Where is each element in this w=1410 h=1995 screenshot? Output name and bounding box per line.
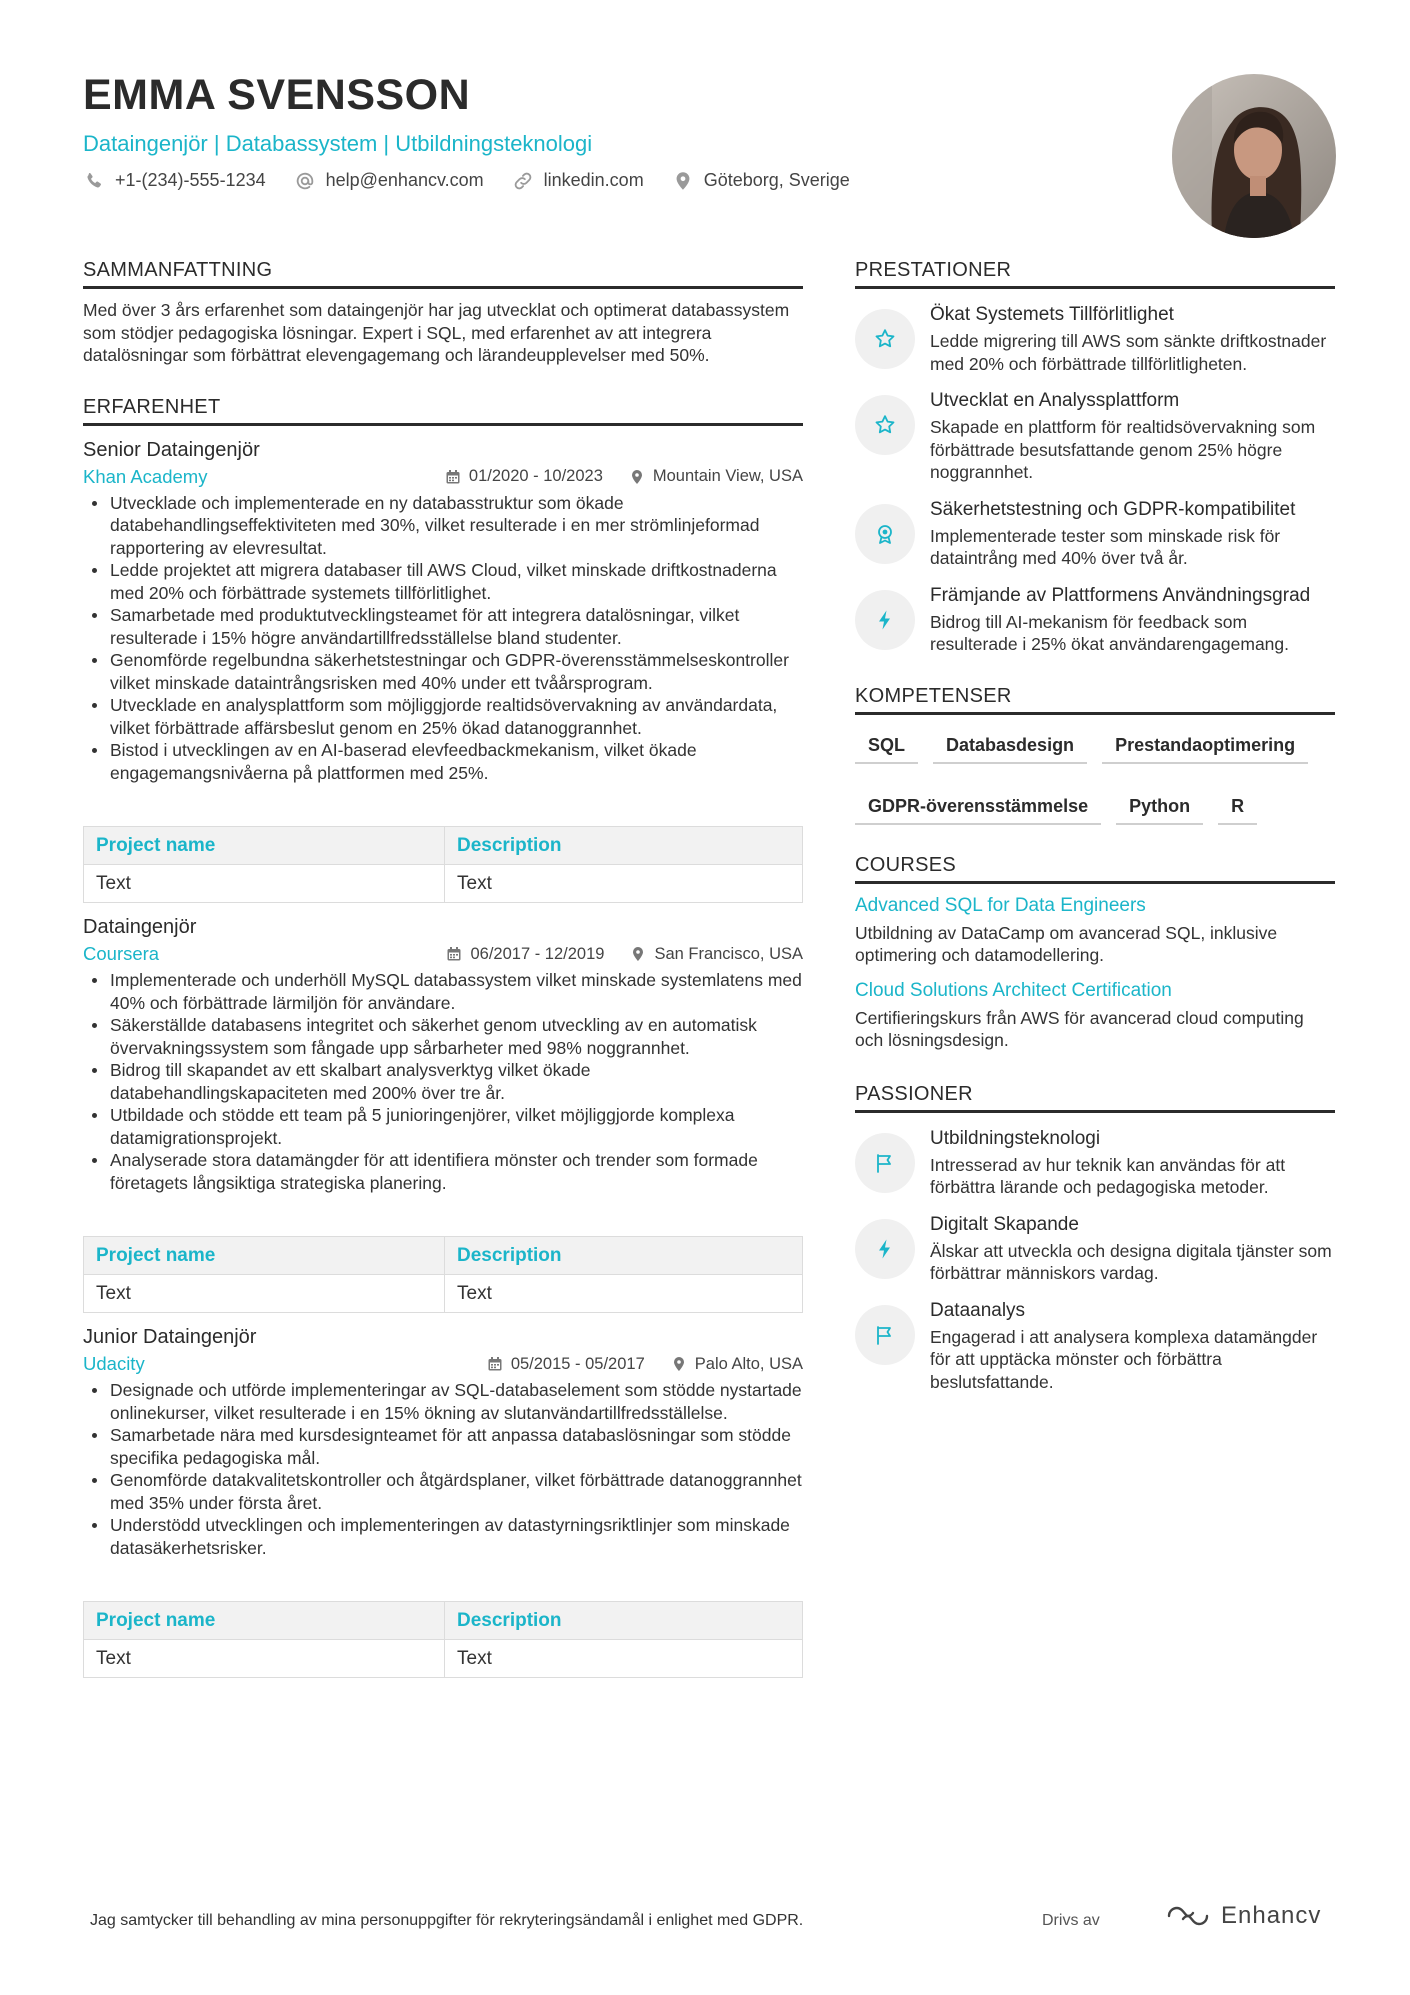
job-meta-right <box>419 467 803 486</box>
job-meta-right <box>461 1355 803 1374</box>
job-location-text: San Francisco, USA <box>654 944 803 963</box>
job-meta <box>83 464 803 490</box>
job-location-text: Mountain View, USA <box>652 467 803 485</box>
project-name-header: Project name <box>84 1602 445 1640</box>
contact-phone[interactable] <box>83 170 266 192</box>
project-name-cell: Text <box>84 1640 445 1678</box>
achievement-title: Utvecklat en Analyssplattform <box>930 390 1180 411</box>
achievement-desc: Skapade en plattform för realtidsövervakning som förbättrade besutsfattande genom 25% högre noggrannhet. <box>930 417 1316 482</box>
skills-list <box>855 725 1335 847</box>
job-bullet: Ledde projektet att migrera databaser till AWS Cloud, vilket minskade driftkostnaderna med 20% och förbättrade systemets tillförlitlighet. <box>83 559 803 604</box>
project-description-cell: Text <box>445 865 803 903</box>
job-bullet: Samarbetade med produktutvecklingsteamet för att integrera datalösningar, vilket resulterade i 15% högre användartillfredsställelse bland studenter. <box>83 604 803 649</box>
right-column <box>855 258 1335 1393</box>
passion-title: Utbildningsteknologi <box>930 1127 1101 1149</box>
job-dates-text: 01/2020 - 10/2023 <box>468 467 603 485</box>
job-bullets <box>83 969 803 1194</box>
job-company: Khan Academy <box>83 465 208 487</box>
passion-title: Dataanalys <box>930 1299 1026 1321</box>
calendar-icon <box>445 469 461 485</box>
course-desc: Utbildning av DataCamp om avancerad SQL, inklusive optimering och datamodellering. <box>855 922 1278 965</box>
location-icon <box>671 1356 687 1372</box>
project-description-cell: Text <box>445 1275 803 1313</box>
skill-tag: Databasdesign <box>933 725 1087 764</box>
contact-location-text: Göteborg, Sverige <box>703 170 850 191</box>
achievement-item <box>855 303 1335 375</box>
job-company: Udacity <box>83 1353 145 1374</box>
job-meta-right <box>420 945 803 964</box>
job-company: Coursera <box>83 943 160 964</box>
passion-icon-badge <box>855 1305 915 1365</box>
phone-icon <box>83 170 105 192</box>
project-description-cell: Text <box>445 1640 803 1678</box>
enhancv-logo-icon <box>1165 1903 1211 1929</box>
job-title: Junior Dataingenjör <box>83 1326 257 1348</box>
project-name-header: Project name <box>84 827 445 865</box>
achievement-desc: Bidrog till AI-mekanism för feedback som resulterade i 25% ökat användarengagemang. <box>930 611 1289 654</box>
contact-location <box>672 170 850 192</box>
star-icon <box>873 413 897 437</box>
calendar-icon <box>487 1356 503 1372</box>
project-description-header: Description <box>445 827 803 865</box>
job-bullet: Utvecklade och implementerade en ny databasstruktur som ökade databehandlingseffektiviteten med 30%, vilket resulterade i en mer strömlinjeformad rapportering av elevresultat. <box>83 492 803 560</box>
passion-item <box>855 1127 1335 1199</box>
job-entry <box>83 436 803 904</box>
job-bullet: Understödd utvecklingen och implementeringen av datastyrningsriktlinjer som minskade datasäkerhetsrisker. <box>83 1514 803 1559</box>
contact-list <box>83 170 1083 192</box>
gdpr-consent: Jag samtycker till behandling av mina personuppgifter för rekryteringsändamål i enlighet med GDPR. <box>90 1912 804 1929</box>
job-dates-text: 05/2015 - 05/2017 <box>510 1354 645 1373</box>
page-footer <box>90 1902 1330 1930</box>
flag-icon <box>873 1151 897 1175</box>
job-bullet: Utvecklade en analysplattform som möjliggjorde realtidsövervakning av användardata, vilket förbättrade affärsbeslut genom en 25% ökad datanoggrannhet. <box>83 694 803 739</box>
achievement-desc: Ledde migrering till AWS som sänkte driftkostnader med 20% och förbättrade tillförlitligheten. <box>930 331 1327 374</box>
resume-header <box>83 72 1083 192</box>
brand-name: Enhancv <box>1221 1902 1322 1929</box>
job-dates <box>445 467 603 486</box>
lightning-icon <box>873 1237 897 1261</box>
job-bullet: Säkerställde databasens integritet och säkerhet genom utveckling av en automatisk övervakningssystem som fångade upp sårbarheter med 98% noggrannhet. <box>83 1014 803 1059</box>
achievement-item <box>855 498 1335 570</box>
project-name-cell: Text <box>84 865 445 903</box>
job-dates <box>487 1355 645 1374</box>
course-desc: Certifieringskurs från AWS för avancerad cloud computing och lösningsdesign. <box>855 1007 1304 1050</box>
job-bullets <box>83 1379 803 1559</box>
passion-icon-badge <box>855 1219 915 1279</box>
achievement-item <box>855 389 1335 484</box>
link-icon <box>512 170 534 192</box>
project-description-header: Description <box>445 1237 803 1275</box>
passion-item <box>855 1299 1335 1394</box>
contact-linkedin-text: linkedin.com <box>543 170 644 191</box>
skill-tag: GDPR-överensstämmelse <box>855 786 1101 825</box>
course-title: Cloud Solutions Architect Certification <box>855 979 1172 1001</box>
at-icon <box>294 170 316 192</box>
achievement-icon-badge <box>855 309 915 369</box>
experience-heading: ERFARENHET <box>83 395 803 426</box>
job-location <box>671 1355 803 1374</box>
powered-by-label: Drivs av <box>1042 1912 1100 1929</box>
skill-tag: Python <box>1116 786 1203 825</box>
job-dates-text: 06/2017 - 12/2019 <box>470 944 605 963</box>
contact-phone-text: +1-(234)-555-1234 <box>115 170 266 191</box>
passion-desc: Intresserad av hur teknik kan användas för att förbättra lärande och pedagogiska metoder. <box>930 1154 1286 1197</box>
job-bullet: Bidrog till skapandet av ett skalbart analysverktyg vilket ökade databehandlingskapaciteten med 200% över tre år. <box>83 1059 803 1104</box>
summary-heading: SAMMANFATTNING <box>83 258 803 289</box>
avatar <box>1172 74 1336 238</box>
contact-email[interactable] <box>294 170 484 192</box>
contact-email-text: help@enhancv.com <box>325 170 484 191</box>
contact-linkedin[interactable] <box>512 170 644 192</box>
achievement-title: Ökat Systemets Tillförlitlighet <box>930 304 1174 325</box>
project-description-header: Description <box>445 1602 803 1640</box>
passion-desc: Engagerad i att analysera komplexa datamängder för att upptäcka mönster och förbättra beslutsfattande. <box>930 1326 1318 1392</box>
achievement-icon-badge <box>855 590 915 650</box>
job-meta <box>83 941 803 967</box>
project-name-header: Project name <box>84 1237 445 1275</box>
profile-photo <box>1172 74 1336 238</box>
achievement-icon-badge <box>855 504 915 564</box>
lightning-icon <box>873 608 897 632</box>
job-title: Senior Dataingenjör <box>83 438 260 461</box>
job-meta <box>83 1351 803 1377</box>
passions-heading: PASSIONER <box>855 1082 1335 1113</box>
project-table <box>83 1601 803 1678</box>
job-bullet: Bistod i utvecklingen av en AI-baserad elevfeedbackmekanism, vilket ökade engagemangsnivåerna på plattformen med 25%. <box>83 739 803 784</box>
job-bullet: Analyserade stora datamängder för att identifiera mönster och trender som formade företagets långsiktiga strategiska planering. <box>83 1149 803 1194</box>
job-location-text: Palo Alto, USA <box>694 1354 803 1373</box>
job-dates <box>446 945 604 964</box>
calendar-icon <box>446 946 462 962</box>
courses-heading: COURSES <box>855 853 1335 884</box>
job-location <box>629 467 803 486</box>
skill-tag: Prestandaoptimering <box>1102 725 1308 764</box>
candidate-name: EMMA SVENSSON <box>83 71 471 119</box>
passion-icon-badge <box>855 1133 915 1193</box>
achievements-heading: PRESTATIONER <box>855 258 1335 289</box>
job-bullet: Genomförde datakvalitetskontroller och åtgärdsplaner, vilket förbättrade datanoggrannhet med 35% under första året. <box>83 1469 803 1514</box>
left-column <box>83 258 803 1678</box>
skill-tag: SQL <box>855 725 918 764</box>
job-bullet: Samarbetade nära med kursdesignteamet för att anpassa databaslösningar som stödde specifika pedagogiska mål. <box>83 1424 803 1469</box>
achievement-title: Främjande av Plattformens Användningsgrad <box>930 584 1311 606</box>
brand-logo[interactable] <box>1165 1902 1321 1930</box>
location-icon <box>672 170 694 192</box>
award-icon <box>873 522 897 546</box>
achievement-desc: Implementerade tester som minskade risk för dataintrång med 40% över två år. <box>930 525 1281 568</box>
passion-title: Digitalt Skapande <box>930 1213 1079 1235</box>
course-title: Advanced SQL for Data Engineers <box>855 894 1146 916</box>
job-bullets <box>83 492 803 785</box>
job-bullet: Utbildade och stödde ett team på 5 junioringenjörer, vilket möjliggjorde komplexa datamigrationsprojekt. <box>83 1104 803 1149</box>
summary-text: Med över 3 års erfarenhet som dataingenjör har jag utvecklat och optimerat databassystem som stödjer pedagogiska lösningar. Expert i SQL, med erfarenhet av att integrera datalösningar som förbättrat elevengagemang och lärandeupplevelser med 50%. <box>83 300 790 365</box>
skill-tag: R <box>1218 786 1257 825</box>
candidate-tagline: Dataingenjör | Databassystem | Utbildningsteknologi <box>83 131 593 157</box>
passion-desc: Älskar att utveckla och designa digitala tjänster som förbättrar människors vardag. <box>930 1240 1332 1283</box>
achievement-icon-badge <box>855 395 915 455</box>
star-icon <box>873 327 897 351</box>
job-bullet: Genomförde regelbundna säkerhetstestningar och GDPR-överensstämmelseskontroller vilket minskade dataintrångsrisken med 40% under ett tvåårsprogram. <box>83 649 803 694</box>
location-icon <box>629 469 645 485</box>
skills-heading: KOMPETENSER <box>855 684 1335 715</box>
location-icon <box>630 946 646 962</box>
job-bullet: Implementerade och underhöll MySQL databassystem vilket minskade systemlatens med 40% och förbättrade lärmiljön för användare. <box>83 969 803 1014</box>
flag-icon <box>873 1323 897 1347</box>
job-location <box>630 945 803 964</box>
job-entry <box>83 913 803 1313</box>
job-bullet: Designade och utförde implementeringar av SQL-databaselement som stödde nystartade onlinekurser, vilket resulterade i en 15% ökning av slutanvändartillfredsställelse. <box>83 1379 803 1424</box>
project-table <box>83 826 803 903</box>
job-title: Dataingenjör <box>83 916 197 938</box>
job-entry <box>83 1323 803 1678</box>
achievement-title: Säkerhetstestning och GDPR-kompatibilitet <box>930 498 1296 520</box>
passion-item <box>855 1213 1335 1285</box>
project-table <box>83 1236 803 1313</box>
achievement-item <box>855 584 1335 656</box>
project-name-cell: Text <box>84 1275 445 1313</box>
